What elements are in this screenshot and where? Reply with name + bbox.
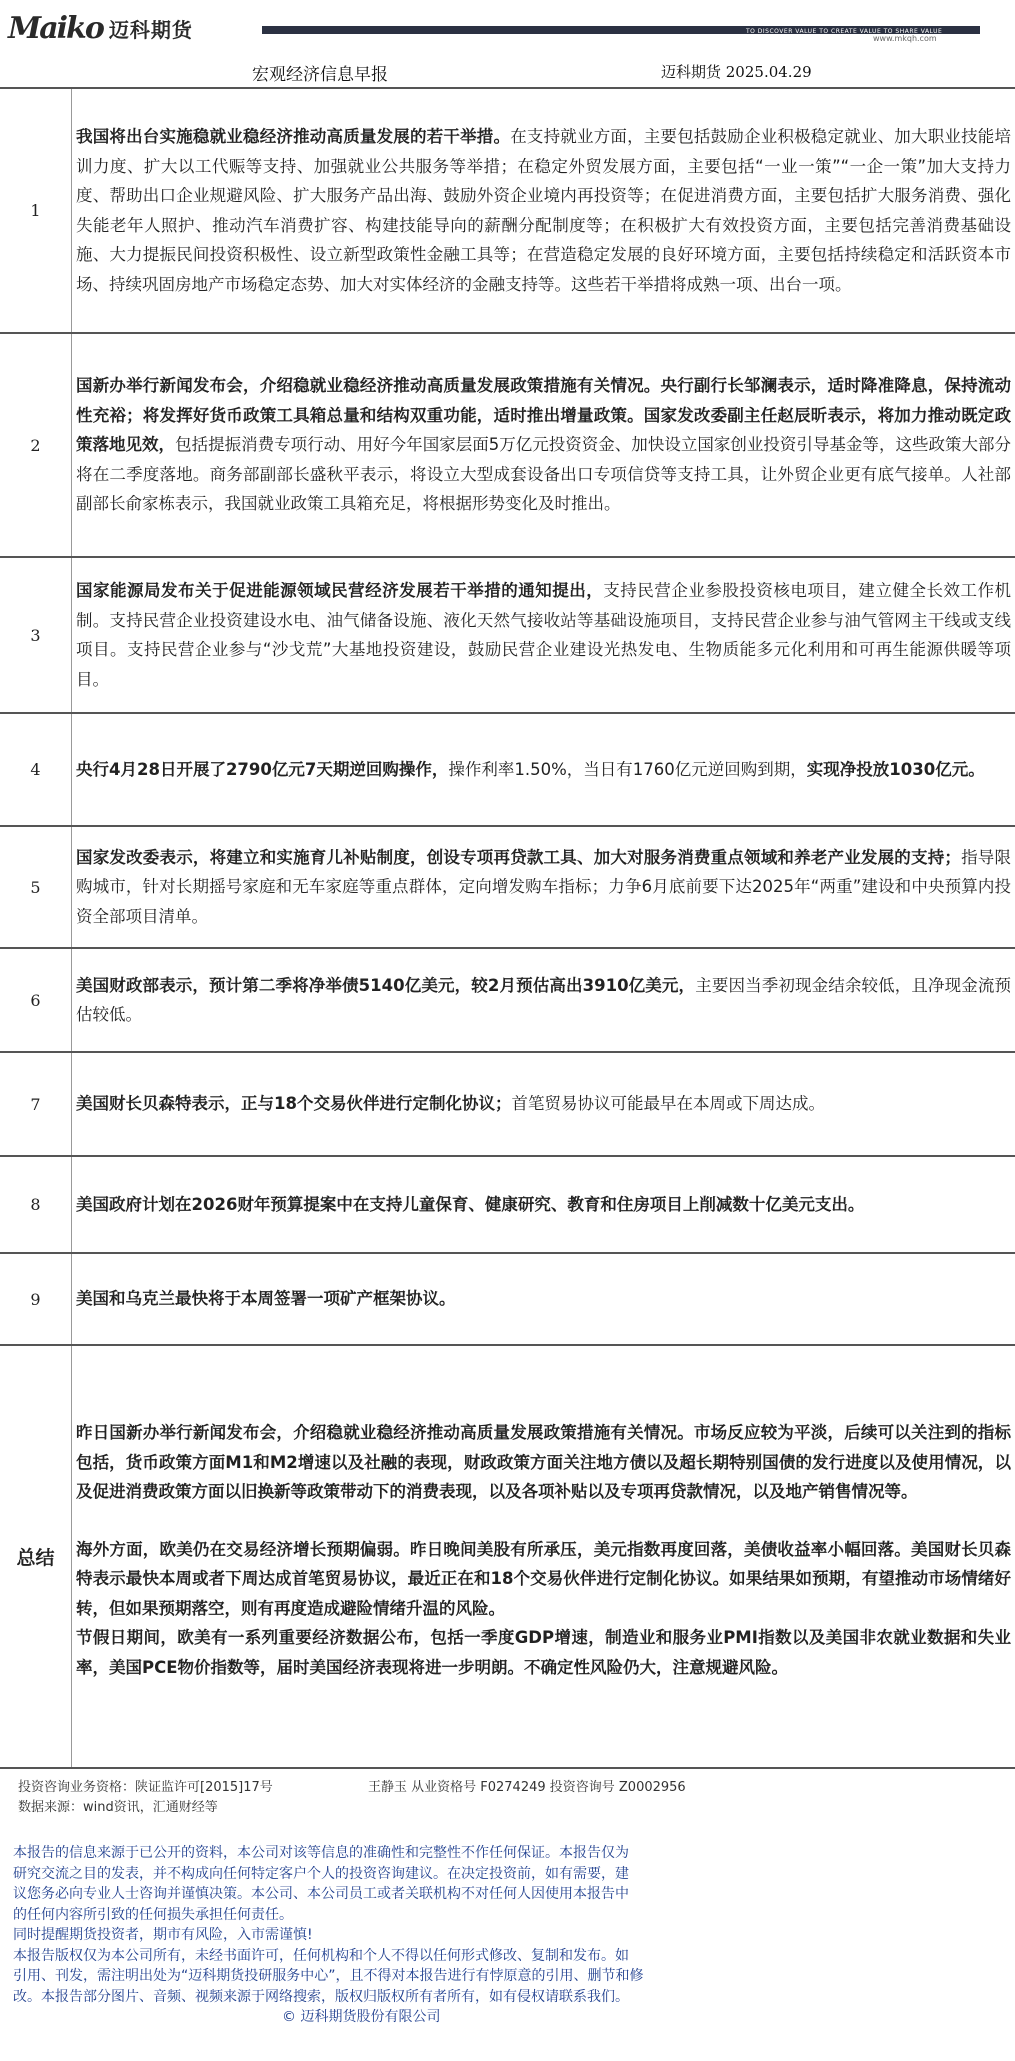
logo-chinese: 迈科期货	[108, 17, 193, 42]
news-text-bold: 美国财长贝森特表示，正与18个交易伙伴进行定制化协议；	[76, 1094, 512, 1114]
row-number: 7	[0, 1053, 72, 1155]
news-text-regular: 指导限购城市，针对长期摇号家庭和无车家庭等重点群体，定向增发购车指标；力争6月底前要下达2025年“两重”建设和中央预算内投资全部项目清单。	[76, 847, 1012, 926]
banner-url: www.mkqh.com	[873, 34, 937, 43]
row-number: 4	[0, 714, 72, 825]
copyright: © 迈科期货股份有限公司	[282, 2009, 441, 2025]
news-text	[76, 122, 1011, 299]
row-number: 8	[0, 1157, 72, 1252]
row-number: 6	[0, 949, 72, 1051]
summary-content	[76, 1346, 1011, 1767]
news-text-bold: 美国财政部表示，预计第二季将净举债5140亿美元，较2月预估高出3910亿美元，	[76, 975, 696, 995]
summary-paragraph-holiday: 节假日期间，欧美有一系列重要经济数据公布，包括一季度GDP增速，制造业和服务业PMI指数以及美国非农就业数据和失业率，美国PCE物价指数等，届时美国经济表现将进一步明朗。不确定性风险仍大，注意规避风险。	[76, 1628, 1011, 1677]
news-text-bold: 国家能源局发布关于促进能源领域民营经济发展若干举措的通知提出，	[76, 581, 604, 600]
news-row	[0, 556, 1015, 712]
news-text-regular: 主要因当季初现金结余较低，且净现金流预估较低。	[76, 975, 1012, 1024]
news-text-bold: 我国将出台实施稳就业稳经济推动高质量发展的若干举措。	[76, 127, 511, 146]
news-row	[0, 825, 1015, 947]
news-text	[76, 1284, 456, 1314]
data-source-text: 数据来源：wind资讯，汇通财经等	[18, 1800, 218, 1815]
news-text	[76, 843, 1011, 932]
news-text-regular: 操作利率1.50%，当日有1760亿元逆回购到期，	[448, 759, 807, 779]
company-logo	[8, 10, 193, 46]
news-text-regular: 支持民营企业参股投资核电项目，建立健全长效工作机制。支持民营企业投资建设水电、油气储备设施、液化天然气接收站等基础设施项目，支持民营企业参与油气管网主干线或支线项目。支持民营企业参与“沙戈荒”大基地投资建设，鼓励民营企业建设光热发电、生物质能多元化利用和可再生能源供暖等项目。	[76, 581, 1012, 689]
disclaimer-line: 议您务必向专业人士咨询并谨慎决策。本公司、本公司员工或者关联机构不对任何人因使用本报告中	[13, 1886, 629, 1902]
news-text-bold: 美国和乌克兰最快将于本周签署一项矿产框架协议。	[76, 1289, 456, 1309]
summary-row	[0, 1344, 1015, 1767]
row-number: 9	[0, 1254, 72, 1344]
summary-paragraph-overseas: 海外方面，欧美仍在交易经济增长预期偏弱。昨日晚间美股有所承压，美元指数再度回落，美债收益率小幅回落。美国财长贝森特表示最快本周或者下周达成首笔贸易协议，最近正在和18个交易伙伴进行定制化协议。如果结果如预期，有望推动市场情绪好转，但如果预期落空，则有再度造成避险情绪升温的风险。	[76, 1539, 1011, 1618]
news-row	[0, 332, 1015, 556]
news-row	[0, 1051, 1015, 1155]
disclaimer-line: 的任何内容所引致的任何损失承担任何责任。	[13, 1906, 293, 1923]
row-number: 3	[0, 558, 72, 712]
news-row	[0, 1252, 1015, 1344]
row-number: 1	[0, 89, 72, 332]
news-text-bold: 国新办举行新闻发布会，介绍稳就业稳经济推动高质量发展政策措施有关情况。央行副行长邹澜表示，适时降准降息，保持流动性充裕；将发挥好货币政策工具箱总量和结构双重功能，适时推出增量政策。国家发改委副主任赵辰昕表示，将加力推动既定政策落地见效，	[76, 376, 1011, 455]
license-text: 投资咨询业务资格：陕证监许可[2015]17号	[18, 1780, 273, 1795]
row-content	[76, 949, 1011, 1051]
news-row	[0, 1155, 1015, 1252]
news-text	[76, 576, 1011, 694]
row-content	[76, 714, 1011, 825]
disclaimer-line: 本报告的信息来源于已公开的资料，本公司对该等信息的准确性和完整性不作任何保证。本报告仅为	[13, 1845, 629, 1861]
logo-latin: Maiko	[8, 10, 103, 46]
news-row	[0, 87, 1015, 332]
row-number: 5	[0, 827, 72, 947]
news-text-regular: 包括提振消费专项行动、用好今年国家层面5万亿元投资资金、加快设立国家创业投资引导基金等，这些政策大部分将在二季度落地。商务部副部长盛秋平表示，将设立大型成套设备出口专项信贷等支持工具，让外贸企业更有底气接单。人社部副部长俞家栋表示，我国就业政策工具箱充足，将根据形势变化及时推出。	[76, 435, 1012, 514]
disclaimer-line: 引用、刊发，需注明出处为“迈科期货投研服务中心”，且不得对本报告进行有悖原意的引用、删节和修	[13, 1968, 644, 1984]
header-banner	[0, 0, 1015, 46]
news-text-bold: 实现净投放1030亿元。	[806, 759, 985, 779]
news-text	[76, 971, 1011, 1030]
analyst-text: 王静玉 从业资格号 F0274249 投资咨询号 Z0002956	[368, 1780, 686, 1795]
news-text	[76, 1089, 825, 1119]
row-content	[76, 1053, 1011, 1155]
news-row	[0, 712, 1015, 825]
row-content	[76, 89, 1011, 332]
banner-slogan: TO DISCOVER VALUE TO CREATE VALUE TO SHARE VALUE	[746, 28, 943, 35]
news-text-bold: 国家发改委表示，将建立和实施育儿补贴制度，创设专项再贷款工具、加大对服务消费重点领域和养老产业发展的支持；	[76, 847, 961, 867]
news-text	[76, 755, 985, 785]
row-content	[76, 334, 1011, 556]
row-content	[76, 558, 1011, 712]
news-text	[76, 371, 1011, 519]
summary-paragraph-domestic: 昨日国新办举行新闻发布会，介绍稳就业稳经济推动高质量发展政策措施有关情况。市场反应较为平淡，后续可以关注到的指标包括，货币政策方面M1和M2增速以及社融的表现，财政政策方面关注地方债以及超长期特别国债的发行进度以及使用情况，以及促进消费政策方面以旧换新等政策带动下的消费表现，以及各项补贴以及专项再贷款情况，以及地产销售情况等。	[76, 1423, 1011, 1501]
disclaimer-line: 改。本报告部分图片、音频、视频来源于网络搜索，版权归版权所有者所有，如有侵权请联系我们。	[13, 1988, 629, 2005]
news-text-bold: 美国政府计划在2026财年预算提案中在支持儿童保育、健康研究、教育和住房项目上削减数十亿美元支出。	[76, 1194, 865, 1214]
disclaimer-line: 本报告版权仅为本公司所有，未经书面许可，任何机构和个人不得以任何形式修改、复制和发布。如	[13, 1947, 629, 1964]
row-content	[76, 827, 1011, 947]
news-text-regular: 首笔贸易协议可能最早在本周或下周达成。	[511, 1094, 825, 1114]
row-content	[76, 1157, 1011, 1252]
news-text-bold: 央行4月28日开展了2790亿元7天期逆回购操作，	[76, 759, 449, 779]
table-bottom-border	[0, 1767, 1015, 1769]
disclaimer-line: 研究交流之目的发表，并不构成向任何特定客户个人的投资咨询建议。在决定投资前，如有需要，建	[13, 1865, 629, 1882]
row-number: 2	[0, 334, 72, 556]
news-text	[76, 1190, 864, 1220]
news-text-regular: 在支持就业方面，主要包括鼓励企业积极稳定就业、加大职业技能培训力度、扩大以工代赈等支持、加强就业公共服务等举措；在稳定外贸发展方面，主要包括“一业一策”“一企一策”加大支持力度、帮助出口企业规避风险、扩大服务产品出海、鼓励外资企业境内再投资等；在促进消费方面，主要包括扩大服务消费、强化失能老年人照护、推动汽车消费扩容、构建技能导向的薪酬分配制度等；在积极扩大有效投资方面，主要包括完善消费基础设施、大力提振民间投资积极性、设立新型政策性金融工具等；在营造稳定发展的良好环境方面，主要包括持续稳定和活跃资本市场、持续巩固房地产市场稳定态势、加大对实体经济的金融支持等。这些若干举措将成熟一项、出台一项。	[76, 127, 1012, 294]
news-row	[0, 947, 1015, 1051]
disclaimer	[13, 1843, 733, 2007]
row-content	[76, 1254, 1011, 1344]
report-company-date: 迈科期货 2025.04.29	[661, 63, 812, 81]
summary-label: 总结	[0, 1346, 72, 1767]
report-title: 宏观经济信息早报	[252, 65, 388, 85]
disclaimer-line: 同时提醒期货投资者，期市有风险，入市需谨慎!	[13, 1927, 313, 1943]
